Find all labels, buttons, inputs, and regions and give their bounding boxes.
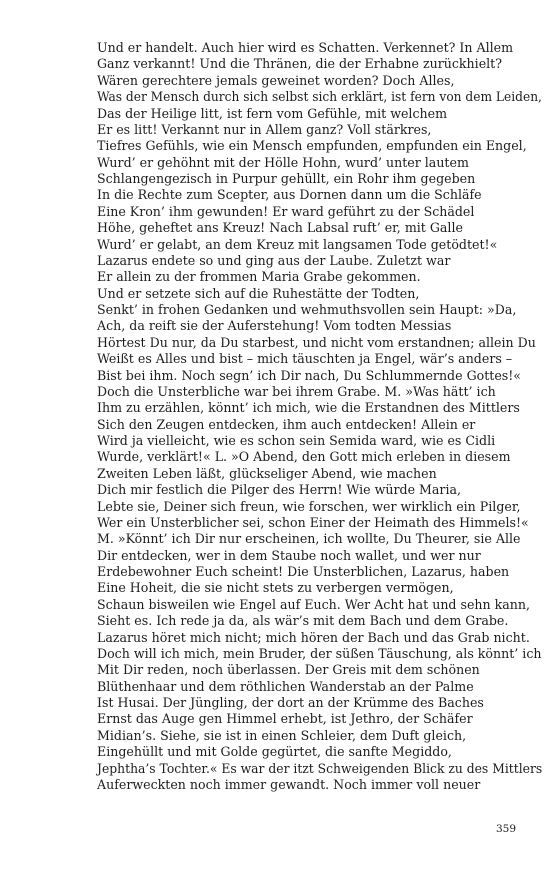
text-line: Dich mir festlich die Pilger des Herrn! Wie würde Maria, [97,482,461,498]
text-line: Wurd’ er gelabt, an dem Kreuz mit langsamen Tode getödtet!« [97,236,498,252]
text-line: Doch die Unsterbliche war bei ihrem Grabe. M. »Was hätt’ ich [97,383,496,399]
text-line: Ganz verkannt! Und die Thränen, die der Erhabne zurückhielt? [97,56,502,72]
text-line: Erdebewohner Euch scheint! Die Unsterblichen, Lazarus, haben [97,564,510,579]
text-line: Auferweckten noch immer gewandt. Noch immer voll neuer [97,776,481,792]
text-line: Und er handelt. Auch hier wird es Schatten. Verkennet? In Allem [97,40,514,55]
page-number: 359 [495,823,516,835]
text-line: Ist Husai. Der Jüngling, der dort an der Krümme des Baches [97,695,484,710]
text-line: Blüthenhaar und dem röthlichen Wanderstab an der Palme [97,678,474,694]
text-line: Höhe, geheftet ans Kreuz! Nach Labsal ruft’ er, mit Galle [97,220,463,236]
text-line: Eingehüllt und mit Golde gegürtet, die sanfte Megiddo, [97,744,452,760]
text-line: Eine Kron’ ihm gewunden! Er ward geführt zu der Schädel [97,203,475,219]
text-line: Das der Heilige litt, ist fern vom Gefühle, mit welchem [97,105,448,121]
text-line: Wurd’ er gehöhnt mit der Hölle Hohn, wurd’ unter lautem [97,154,469,170]
text-line: Er allein zu der frommen Maria Grabe gekommen. [97,269,421,285]
text-line: Wurde, verklärt!« L. »O Abend, den Gott mich erleben in diesem [97,449,511,465]
text-line: Hörtest Du nur, da Du starbest, und nicht vom erstandnen; allein Du [97,334,536,350]
text-line: Wird ja vielleicht, wie es schon sein Semida ward, wie es Cidli [97,433,496,448]
poem-text-block [97,40,543,793]
text-line: Lebte sie, Deiner sich freun, wie forschen, wer wirklich ein Pilger, [97,498,521,514]
text-line: Schaun bisweilen wie Engel auf Euch. Wer Acht hat und sehn kann, [97,596,530,612]
text-line: Lazarus höret mich nicht; mich hören der Bach und das Grab nicht. [97,629,530,645]
text-line: Midian’s. Siehe, sie ist in einen Schleier, dem Duft gleich, [97,727,467,743]
text-line: Ach, da reift sie der Auferstehung! Vom todten Messias [97,318,452,334]
text-line: M. »Könnt’ ich Dir nur erscheinen, ich wollte, Du Theurer, sie Alle [97,531,521,547]
text-line: Sieht es. Ich rede ja da, als wär’s mit dem Bach und dem Grabe. [97,613,509,629]
text-line: Sich den Zeugen entdecken, ihm auch entdecken! Allein er [97,416,476,432]
text-line: Und er setzete sich auf die Ruhestätte der Todten, [97,285,420,301]
text-line: Lazarus endete so und ging aus der Laube. Zuletzt war [97,252,451,268]
text-line: In die Rechte zum Scepter, aus Dornen dann um die Schläfe [97,187,482,203]
text-line: Tiefres Gefühls, wie ein Mensch empfunden, empfunden ein Engel, [97,138,527,154]
text-line: Wer ein Unsterblicher sei, schon Einer der Heimath des Himmels!« [97,514,529,530]
text-line: Schlangengezisch in Purpur gehüllt, ein Rohr ihm gegeben [97,171,476,186]
text-line: Zweiten Leben läßt, glückseliger Abend, wie machen [97,465,437,481]
text-line: Ernst das Auge gen Himmel erhebt, ist Jethro, der Schäfer [97,711,473,727]
text-line: Mit Dir reden, noch überlassen. Der Greis mit dem schönen [97,662,480,678]
text-line: Bist bei ihm. Noch segn’ ich Dir nach, Du Schlummernde Gottes!« [97,367,522,383]
text-line: Wären gerechtere jemals geweinet worden? Doch Alles, [97,72,455,88]
text-line: Weißt es Alles und bist – mich täuschten ja Engel, wär’s anders – [97,351,513,367]
text-line: Was der Mensch durch sich selbst sich erklärt, ist fern von dem Leiden, [97,89,542,105]
text-line: Er es litt! Verkannt nur in Allem ganz? Voll stärkres, [97,121,432,137]
text-line: Doch will ich mich, mein Bruder, der süßen Täuschung, als könnt’ ich [97,645,542,661]
text-line: Eine Hoheit, die sie nicht stets zu verbergen vermögen, [97,580,454,596]
text-line: Ihm zu erzählen, könnt’ ich mich, wie die Erstandnen des Mittlers [97,400,520,416]
text-line: Dir entdecken, wer in dem Staube noch wallet, und wer nur [97,547,481,563]
text-line: Jephtha’s Tochter.« Es war der itzt Schweigenden Blick zu des Mittlers [97,760,543,776]
text-line: Senkt’ in frohen Gedanken und wehmuthsvollen sein Haupt: »Da, [97,302,517,317]
